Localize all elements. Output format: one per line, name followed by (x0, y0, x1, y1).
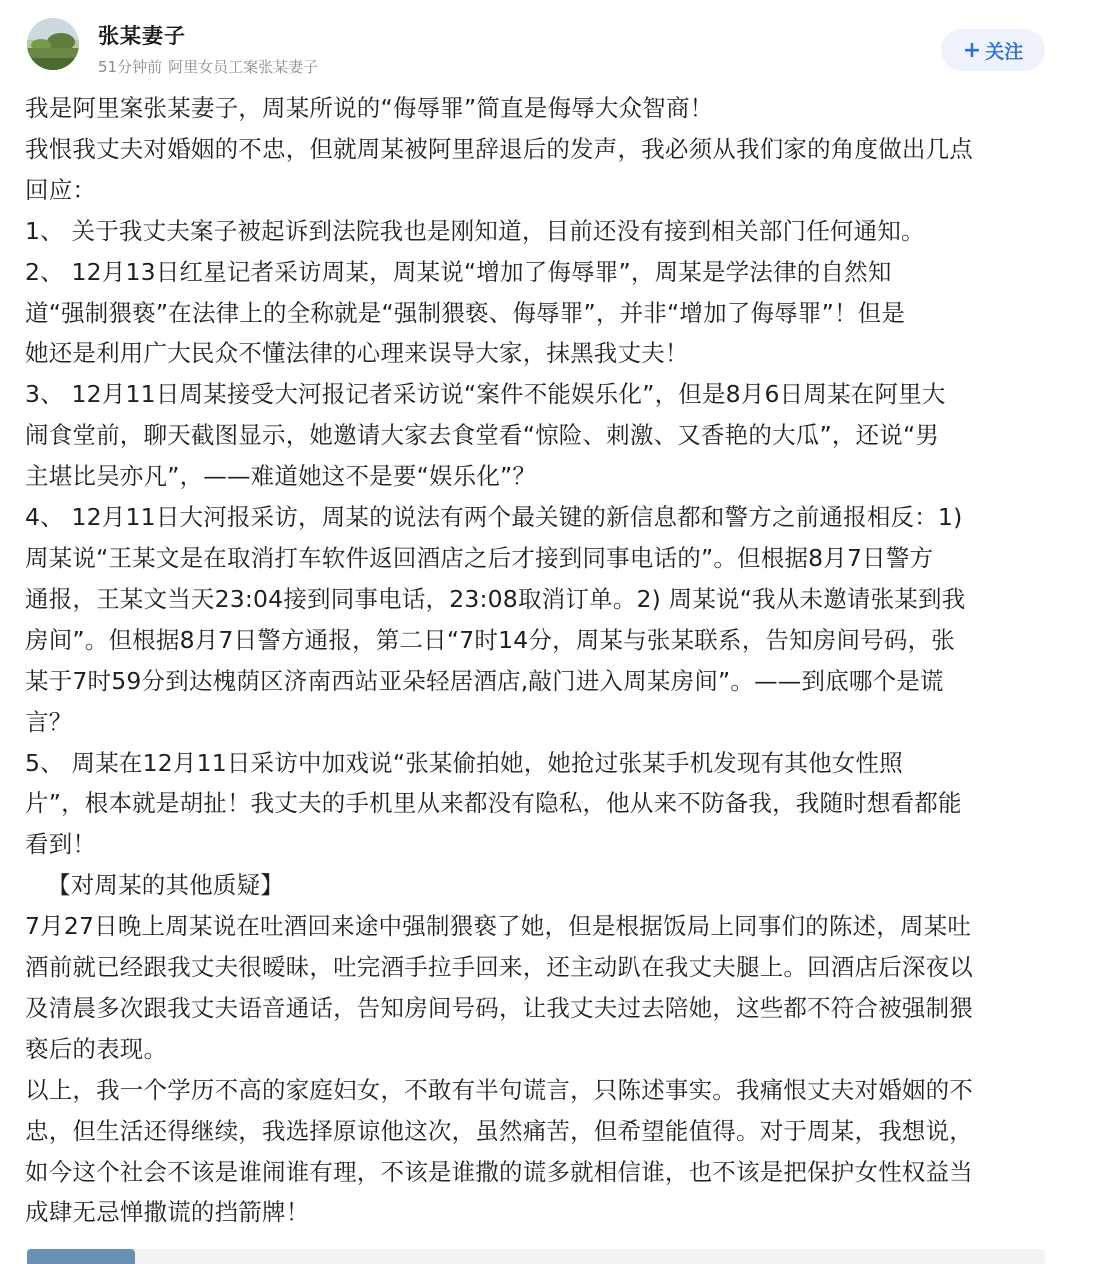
post-line: 言？ (25, 707, 73, 736)
post-line: 及清晨多次跟我丈夫语音通话，告知房间号码，让我丈夫过去陪她，这些都不符合被强制猥 (25, 993, 973, 1022)
follow-label: 关注 (985, 40, 1024, 63)
post-line: 周某说“王某文是在取消打车软件返回酒店之后才接到同事电话的”。但根据8月7日警方 (25, 543, 934, 572)
post-line: 道“强制猥亵”在法律上的全称就是“强制猥亵、侮辱罪”，并非“增加了侮辱罪”！但是 (25, 298, 906, 327)
post-line: 房间”。但根据8月7日警方通报，第二日“7时14分，周某与张某联系，告知房间号码，张 (25, 625, 956, 654)
post-line: 成肆无忌惮撒谎的挡箭牌！ (25, 1198, 310, 1227)
avatar-landscape-icon (27, 18, 79, 70)
post-line: 以上，我一个学历不高的家庭妇女，不敢有半句谎言，只陈述事实。我痛恨丈夫对婚姻的不 (25, 1075, 973, 1104)
post-line: 我是阿里案张某妻子，周某所说的“侮辱罪”简直是侮辱大众智商！ (25, 94, 714, 122)
post-line: 我恨我丈夫对婚姻的不忠，但就周某被阿里辞退后的发声，我必须从我们家的角度做出几点 (25, 134, 973, 163)
post-line: 看到！ (25, 830, 97, 859)
avatar[interactable] (27, 18, 79, 70)
post-line: 主堪比吴亦凡”，——难道她这不是要“娱乐化”？ (25, 462, 537, 491)
post-line: 她还是利用广大民众不懂法律的心理来误导大家，抹黑我丈夫！ (25, 339, 689, 368)
next-content-preview (27, 1249, 1045, 1264)
post-line: 5、 周某在12月11日采访中加戏说“张某偷拍她，她抢过张某手机发现有其他女性照 (25, 748, 903, 777)
post-line: 回应： (25, 175, 97, 204)
post-line: 忠，但生活还得继续，我选择原谅他这次，虽然痛苦，但希望能值得。对于周某，我想说， (25, 1116, 973, 1145)
plus-icon: + (962, 37, 982, 63)
post-line: 7月27日晚上周某说在吐酒回来途中强制猥亵了她，但是根据饭局上同事们的陈述，周某吐 (25, 912, 972, 941)
post-line: 酒前就已经跟我丈夫很暧昧，吐完酒手拉手回来，还主动趴在我丈夫腿上。回酒店后深夜以 (25, 953, 973, 982)
post-meta (98, 56, 318, 77)
post-body (25, 88, 1050, 1233)
post-line: 3、 12月11日周某接受大河报记者采访说“案件不能娱乐化”，但是8月6日周某在阿里大 (25, 380, 946, 409)
post-line: 1、 关于我丈夫案子被起诉到法院我也是刚知道，目前还没有接到相关部门任何通知。 (25, 216, 925, 245)
section-heading: 【对周某的其他质疑】 (47, 871, 284, 900)
post-line: 片”，根本就是胡扯！我丈夫的手机里从来都没有隐私，他从来不防备我，我随时想看都能 (25, 789, 962, 818)
post-line: 4、 12月11日大河报采访，周某的说法有两个最关键的新信息都和警方之前通报相反：1) (25, 503, 963, 532)
post-line: 2、 12月13日红星记者采访周某，周某说“增加了侮辱罪”，周某是学法律的自然知 (25, 257, 892, 286)
follow-button[interactable] (941, 29, 1045, 71)
post-line: 亵后的表现。 (25, 1034, 168, 1063)
post-line: 如今这个社会不该是谁闹谁有理，不该是谁撒的谎多就相信谁，也不该是把保护女性权益当 (25, 1157, 973, 1186)
post-line: 某于7时59分到达槐荫区济南西站亚朵轻居酒店,敲门进入周某房间”。——到底哪个是谎 (25, 666, 944, 695)
user-name[interactable]: 张某妻子 (98, 24, 186, 48)
post-header (0, 0, 1118, 90)
post-line: 通报，王某文当天23:04接到同事电话，23:08取消订单。2) 周某说“我从未邀请张某到我 (25, 584, 966, 613)
post-line: 闹食堂前，聊天截图显示，她邀请大家去食堂看“惊险、刺激、又香艳的大瓜”，还说“男 (25, 421, 940, 450)
image-thumbnail[interactable] (27, 1249, 135, 1264)
post-time: 51分钟前 (98, 58, 163, 76)
post-source: 阿里女员工案张某妻子 (168, 58, 319, 76)
